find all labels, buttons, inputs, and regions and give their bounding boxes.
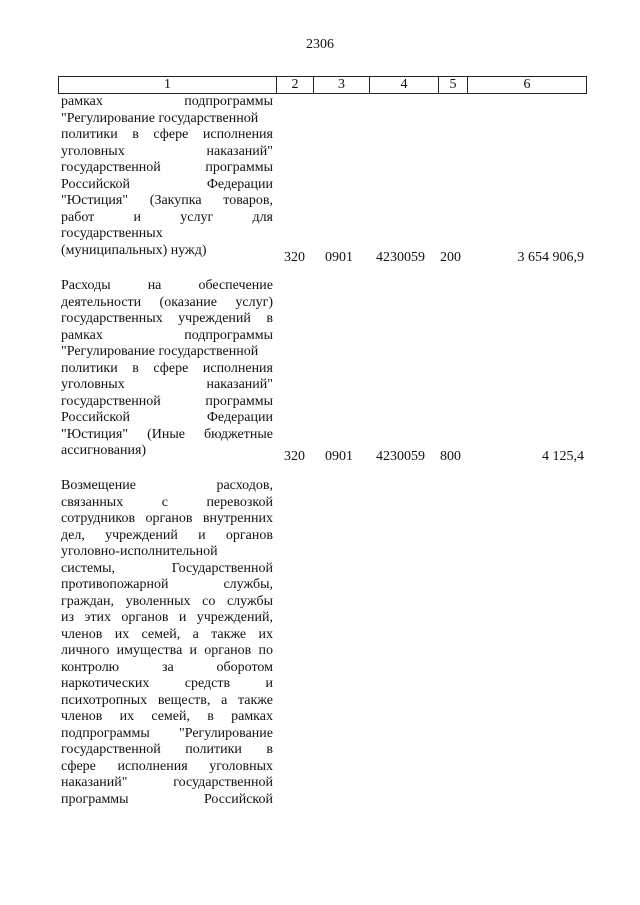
row-1-section: 0901 (325, 250, 353, 265)
row-3-line: личного имущества и органов по (61, 643, 273, 658)
row-2-csr: 4230059 (376, 449, 425, 464)
row-1-vr: 200 (440, 250, 461, 265)
row-3-line: контролю за оборотом (61, 659, 273, 675)
row-2-line: государственной программы (61, 393, 273, 409)
row-3-line: системы, Государственной (61, 560, 273, 576)
row-3-line: наказаний" государственной (61, 775, 273, 790)
row-2-line: Российской Федерации (61, 410, 273, 425)
column-header-5: 5 (439, 77, 468, 94)
row-1-line: уголовных наказаний" (61, 143, 273, 159)
row-3-description (61, 478, 273, 808)
row-3-line: государственной политики в (61, 742, 273, 757)
row-1-description (61, 94, 273, 259)
row-2-amount: 4 125,4 (542, 449, 584, 464)
row-2-section: 0901 (325, 449, 353, 464)
row-1-amount: 3 654 906,9 (517, 250, 584, 265)
row-3-line: из этих органов и учреждений, (61, 610, 273, 625)
row-1-gr: 320 (284, 250, 305, 265)
row-1-line: рамках подпрограммы (61, 94, 273, 109)
row-1-line: Российской Федерации (61, 176, 273, 192)
row-1-csr: 4230059 (376, 250, 425, 265)
column-header-6: 6 (468, 77, 587, 94)
row-2-gr: 320 (284, 449, 305, 464)
row-2-line: политики в сфере исполнения (61, 360, 273, 376)
row-3-line: связанных с перевозкой (61, 494, 273, 510)
row-3-line: граждан, уволенных со службы (61, 593, 273, 609)
row-3-line: сфере исполнения уголовных (61, 758, 273, 774)
row-3-line: сотрудников органов внутренних (61, 511, 273, 526)
row-1-line: "Регулирование государственной (61, 110, 259, 126)
page-number: 2306 (306, 37, 334, 52)
row-1-line: работ и услуг для (61, 209, 273, 225)
row-2-line: рамках подпрограммы (61, 327, 273, 343)
column-header-4: 4 (370, 77, 439, 94)
row-1-line: политики в сфере исполнения (61, 127, 273, 142)
row-3-line: подпрограммы "Регулирование (61, 725, 273, 741)
row-1-line: "Юстиция" (Закупка товаров, (61, 193, 273, 208)
row-3-line: членов их семей, в рамках (61, 709, 273, 724)
row-2-line: государственных учреждений в (61, 311, 273, 326)
column-header-1: 1 (59, 77, 277, 94)
column-header-3: 3 (314, 77, 370, 94)
row-2-line: деятельности (оказание услуг) (61, 294, 273, 310)
row-3-line: психотропных веществ, а также (61, 692, 273, 708)
row-2-line: Расходы на обеспечение (61, 278, 273, 293)
row-3-line: противопожарной службы, (61, 577, 273, 592)
row-1-line: государственных (61, 226, 163, 241)
row-2-line: "Регулирование государственной (61, 344, 259, 359)
column-header-2: 2 (277, 77, 314, 94)
row-1-line: (муниципальных) нужд) (61, 242, 207, 258)
column-header-row (58, 76, 587, 94)
row-3-line: Возмещение расходов, (61, 478, 273, 493)
row-3-line: дел, учреждений и органов (61, 527, 273, 543)
row-3-line: программы Российской (61, 791, 273, 807)
row-2-line: "Юстиция" (Иные бюджетные (61, 426, 273, 442)
row-2-line: уголовных наказаний" (61, 377, 273, 392)
row-1-line: государственной программы (61, 160, 273, 175)
row-2-line: ассигнования) (61, 443, 147, 458)
row-3-line: уголовно-исполнительной (61, 544, 218, 559)
row-2-description (61, 278, 273, 460)
row-3-line: наркотических средств и (61, 676, 273, 691)
row-3-line: членов их семей, а также их (61, 626, 273, 642)
row-2-vr: 800 (440, 449, 461, 464)
